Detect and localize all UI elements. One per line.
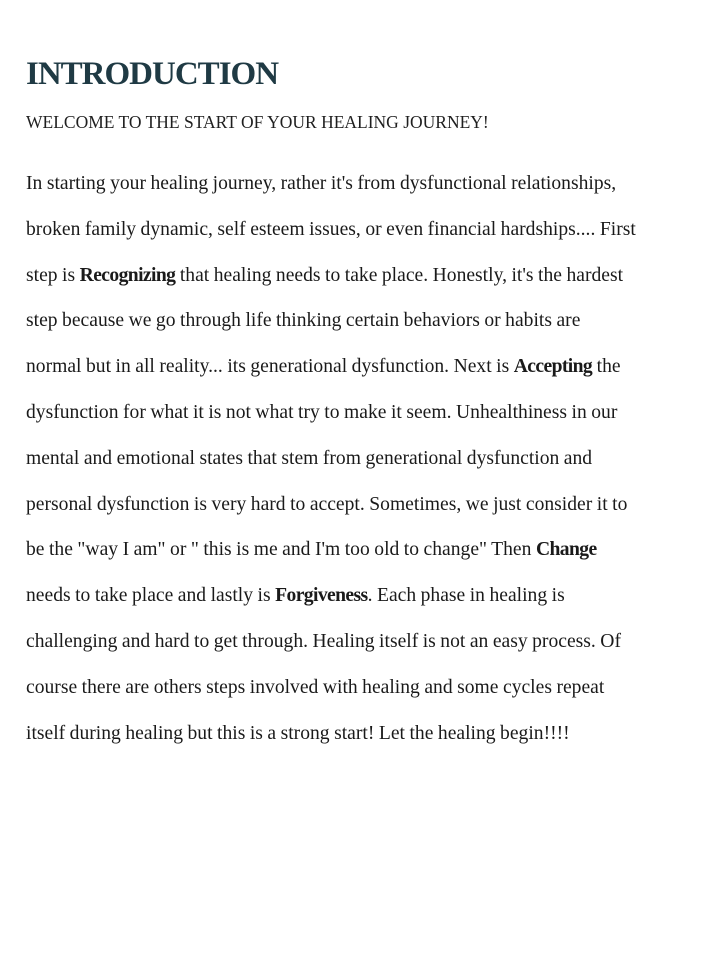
page-title: INTRODUCTION — [26, 56, 279, 92]
paragraph-line — [26, 436, 694, 482]
line-text: be the "way I am" or " this is me and I'm too old to change" Then — [26, 539, 536, 561]
line-text: broken family dynamic, self esteem issues, or even financial hardships.... First — [26, 218, 636, 240]
page-subtitle: WELCOME TO THE START OF YOUR HEALING JOURNEY! — [26, 112, 489, 132]
line-text: course there are others steps involved with healing and some cycles repeat — [26, 676, 605, 698]
paragraph-line — [26, 298, 694, 344]
line-text: In starting your healing journey, rather it's from dysfunctional relationships, — [26, 173, 617, 194]
document-page — [26, 54, 694, 756]
paragraph-line — [26, 207, 694, 253]
line-text: itself during healing but this is a strong start! Let the healing begin!!!! — [26, 722, 570, 744]
line-text: personal dysfunction is very hard to accept. Sometimes, we just consider it to — [26, 493, 628, 515]
paragraph-line — [26, 344, 694, 390]
paragraph-line — [26, 482, 694, 528]
paragraph-line — [26, 711, 694, 757]
line-text: the — [592, 356, 621, 378]
keyword-accepting: Accepting — [513, 356, 593, 378]
paragraph-line — [26, 390, 694, 436]
line-text: normal but in all reality... its generational dysfunction. Next is — [26, 356, 514, 378]
paragraph-line — [26, 161, 694, 207]
paragraph-line — [26, 619, 694, 665]
paragraph-line — [26, 665, 694, 711]
paragraph-line — [26, 527, 694, 573]
line-text: challenging and hard to get through. Healing itself is not an easy process. Of — [26, 630, 621, 652]
line-text: that healing needs to take place. Honestly, it's the hardest — [175, 264, 624, 286]
line-text: . Each phase in healing is — [367, 585, 565, 607]
paragraph-line — [26, 253, 694, 299]
line-text: step is — [26, 264, 80, 286]
paragraph-line — [26, 573, 694, 619]
line-text: dysfunction for what it is not what try to make it seem. Unhealthiness in our — [26, 401, 618, 423]
line-text: step because we go through life thinking certain behaviors or habits are — [26, 310, 581, 332]
keyword-forgiveness: Forgiveness — [275, 585, 368, 607]
line-text: needs to take place and lastly is — [26, 585, 276, 607]
keyword-change: Change — [535, 539, 597, 561]
body-paragraph — [26, 161, 694, 756]
line-text: mental and emotional states that stem from generational dysfunction and — [26, 447, 593, 469]
keyword-recognizing: Recognizing — [79, 264, 176, 286]
